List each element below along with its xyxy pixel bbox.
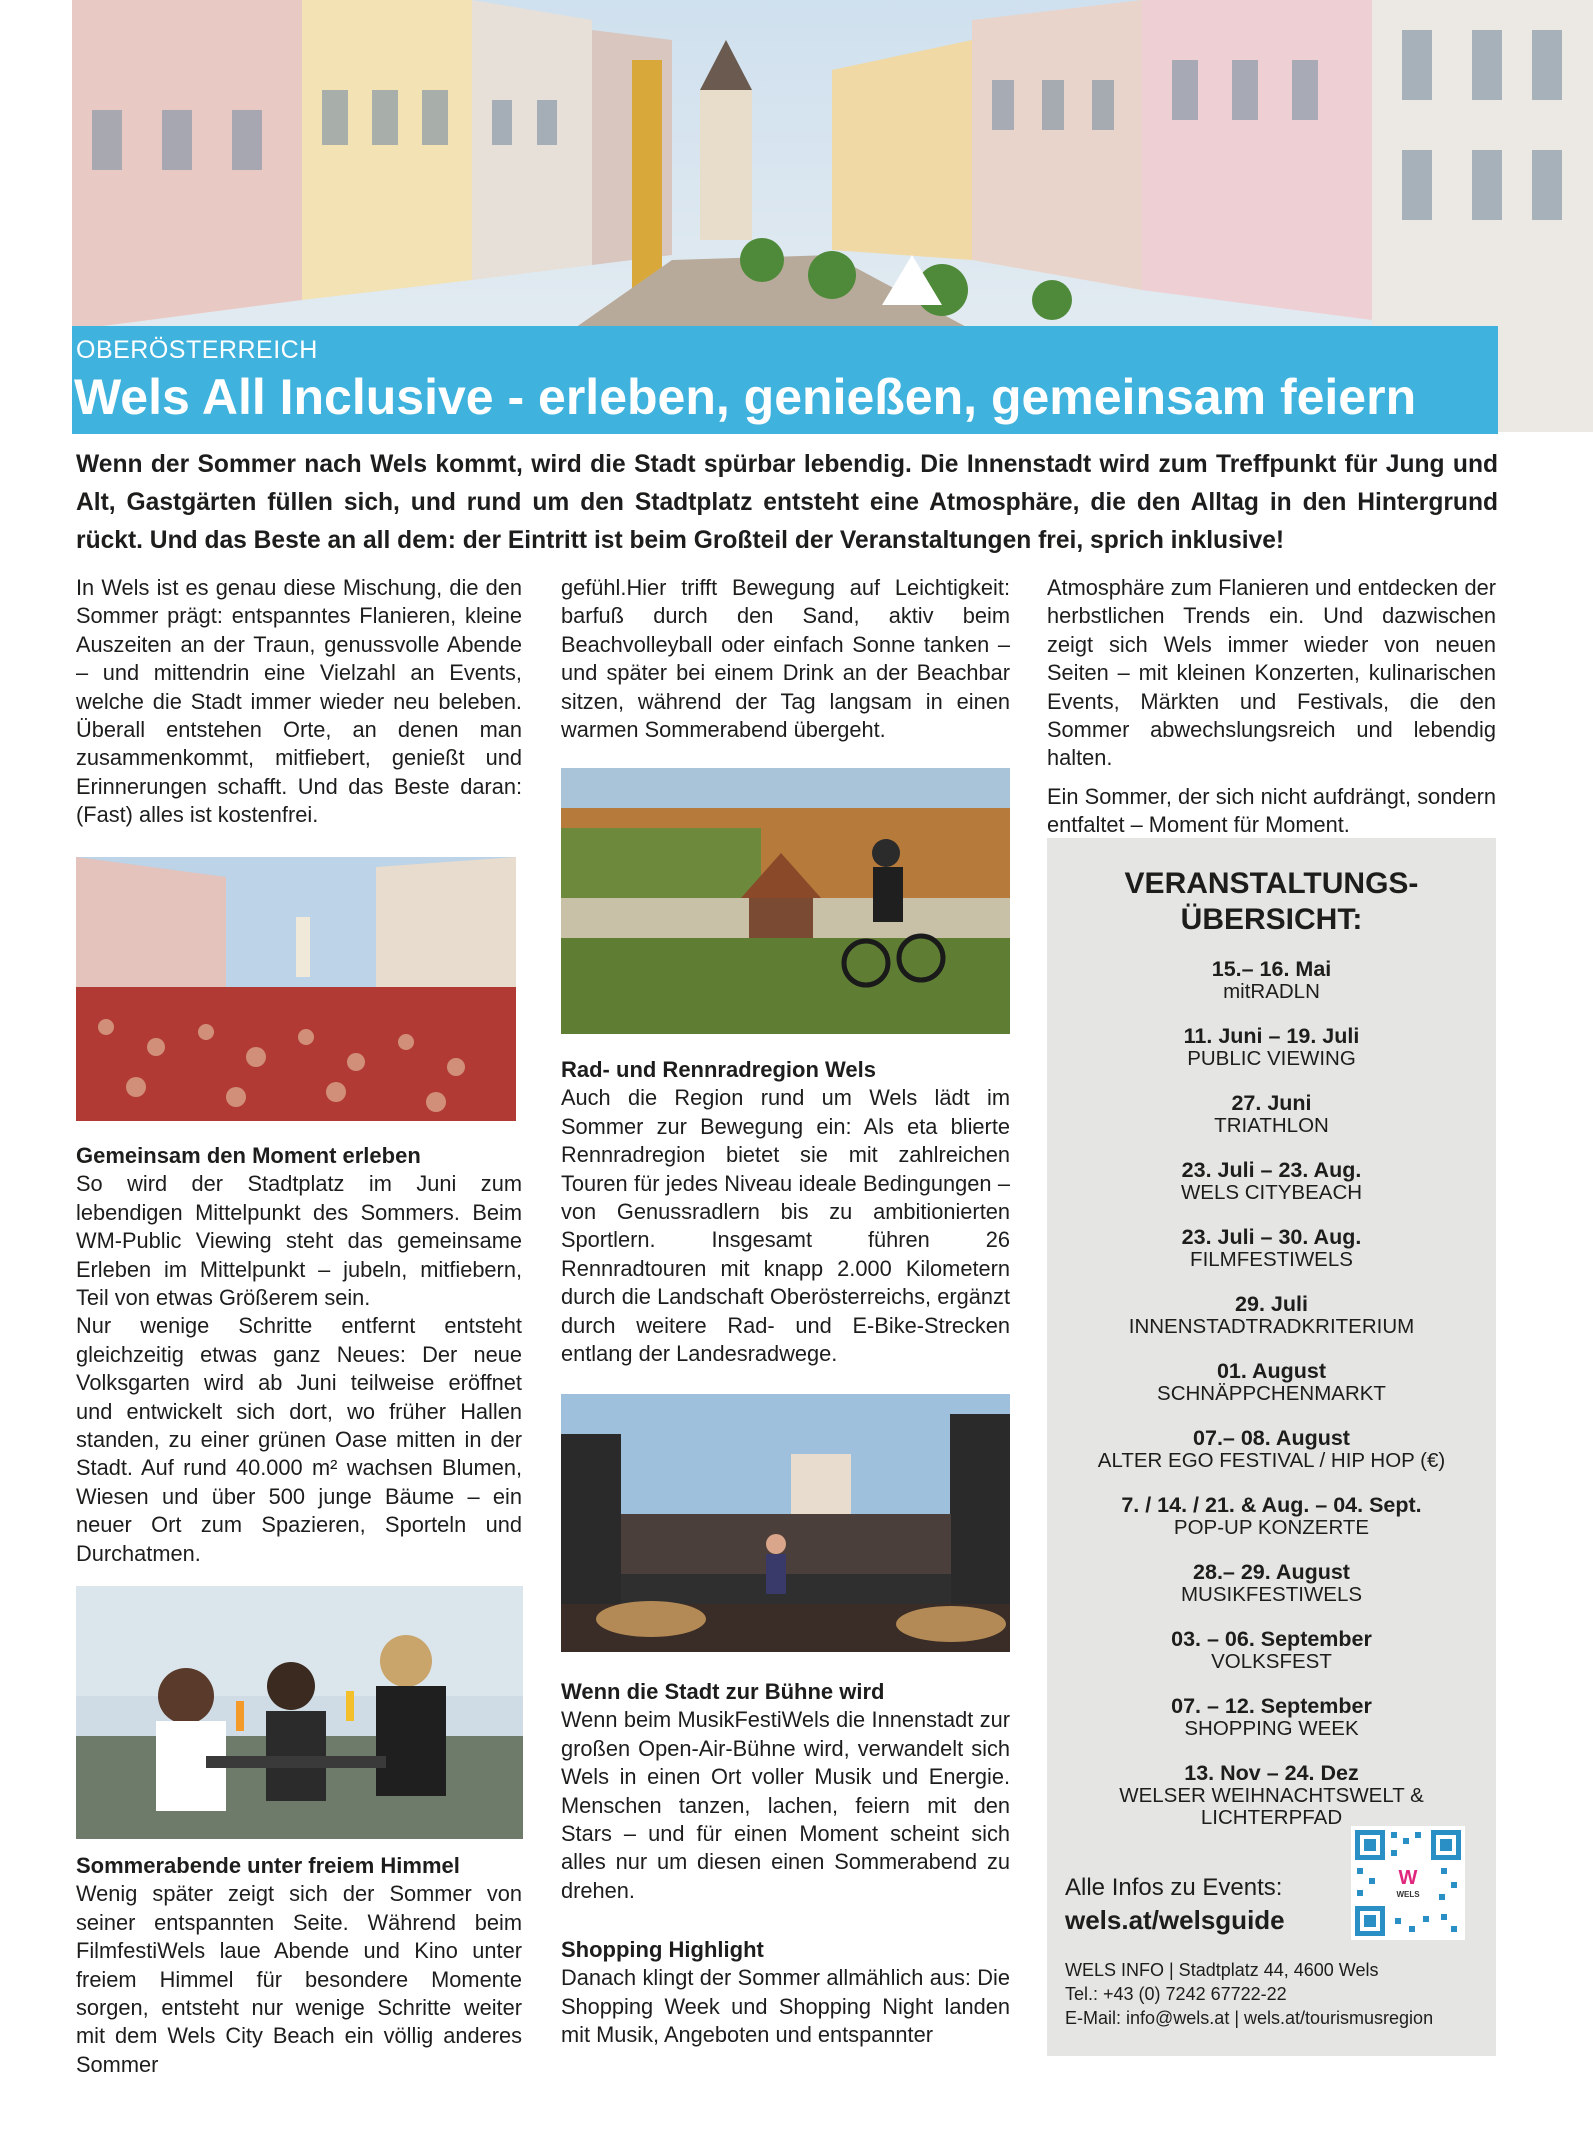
section-title-shopping: Shopping Highlight xyxy=(561,1937,764,1962)
col3-paragraph-1: Atmosphäre zum Flanieren und entdecken der herbstlichen Trends ein. Und dazwischen zeigt sich Wels immer wieder von neuen Seiten – mit kleinen Konzerten, kulinarischen Events, Märkten und Festivals, die den Sommer abwechslungsreich und lebendig halten. xyxy=(1047,575,1496,771)
contact-block xyxy=(1065,1958,1433,2030)
qr-code-icon[interactable] xyxy=(1351,1826,1465,1940)
event-item xyxy=(1047,1360,1496,1405)
event-name: mitRADLN xyxy=(1223,980,1320,1003)
photo-rennrad xyxy=(561,768,1010,1034)
col1-section-moment xyxy=(76,1142,522,1568)
section-text-shopping: Danach klingt der Sommer allmählich aus: Die Shopping Week und Shopping Night landen mit Musik, Angeboten und entspannter xyxy=(561,1965,1010,2048)
section-title-buehne: Wenn die Stadt zur Bühne wird xyxy=(561,1679,885,1704)
photo-sommerabend xyxy=(76,1586,523,1839)
event-name: WELSER WEIHNACHTSWELT & LICHTERPFAD xyxy=(1119,1784,1424,1829)
event-item xyxy=(1047,958,1496,1003)
event-date: 29. Juli xyxy=(1235,1292,1308,1316)
region-kicker: OBERÖSTERREICH xyxy=(76,336,318,364)
contact-address: WELS INFO | Stadtplatz 44, 4600 Wels xyxy=(1065,1960,1379,1980)
event-date: 11. Juni – 19. Juli xyxy=(1183,1024,1360,1048)
info-link[interactable]: wels.at/welsguide xyxy=(1065,1905,1285,1935)
section-text-moment: So wird der Stadtplatz im Juni zum lebendigen Mittelpunkt des Sommers. Beim WM-Public Viewing steht das gemeinsame Erleben im Mittelpunkt – jubeln, mitfiebern, Teil von etwas Größerem sein. xyxy=(76,1171,522,1311)
section-title-moment: Gemeinsam den Moment erleben xyxy=(76,1143,421,1168)
event-date: 03. – 06. September xyxy=(1171,1627,1372,1651)
event-name: ALTER EGO FESTIVAL / HIP HOP (€) xyxy=(1097,1449,1446,1472)
event-item xyxy=(1047,1561,1496,1606)
col1-intro: In Wels ist es genau diese Mischung, die den Sommer prägt: entspanntes Flanieren, kleine Auszeiten an der Traun, genussvolle Abende – und mittendrin eine Vielzahl an Events, welche die Stadt immer wieder neu beleben. Überall entstehen Orte, an denen man zusammenkommt, mitfiebert, genießt und Erinnerungen schafft. Und das Beste daran: (Fast) alles ist kostenfrei. xyxy=(76,575,522,828)
svg-text:W: W xyxy=(1398,1867,1418,1889)
event-name: WELS CITYBEACH xyxy=(1180,1181,1363,1204)
section-title-sommerabende: Sommerabende unter freiem Himmel xyxy=(76,1853,460,1878)
event-name: FILMFESTIWELS xyxy=(1190,1248,1353,1271)
event-item xyxy=(1047,1159,1496,1204)
col2-intro: gefühl.Hier trifft Bewegung auf Leichtigkeit: barfuß durch den Sand, aktiv beim Beachvolleyball oder einfach Sonne tanken – und später bei einem Drink an der Beachbar sitzen, während der Tag langsam in einen warmen Sommerabend übergeht. xyxy=(561,575,1010,743)
events-list xyxy=(1047,958,1496,1851)
event-item xyxy=(1047,1494,1496,1539)
contact-phone: Tel.: +43 (0) 7242 67722-22 xyxy=(1065,1984,1287,2004)
page-headline: Wels All Inclusive - erleben, genießen, gemeinsam feiern xyxy=(74,369,1417,425)
col1-section-sommerabende xyxy=(76,1852,522,2079)
event-name: POP-UP KONZERTE xyxy=(1173,1516,1370,1539)
section-text-volksgarten: Nur wenige Schritte entfernt entsteht gleichzeitig etwas ganz Neues: Der neue Volksgarten wird ab Juni teilweise eröffnet und entwickelt sich dort, wo früher Hallen standen, zu einer grünen Oase mitten in der Stadt. Auf rund 40.000 m² wachsen Blumen, Wiesen und über 500 junge Bäume – ein neuer Ort zum Spazieren, Sporteln und Durchatmen. xyxy=(76,1313,522,1566)
event-name: PUBLIC VIEWING xyxy=(1187,1047,1356,1070)
col2-section-shopping xyxy=(561,1936,1010,2050)
event-date: 07.– 08. August xyxy=(1193,1426,1350,1450)
event-date: 7. / 14. / 21. & Aug. – 04. Sept. xyxy=(1121,1493,1422,1517)
event-date: 23. Juli – 30. Aug. xyxy=(1181,1225,1362,1249)
info-label: Alle Infos zu Events: xyxy=(1065,1874,1283,1901)
event-item xyxy=(1047,1628,1496,1673)
event-date: 07. – 12. September xyxy=(1171,1694,1372,1718)
event-date: 13. Nov – 24. Dez xyxy=(1184,1761,1359,1785)
col2-section-rad xyxy=(561,1056,1010,1368)
contact-email[interactable]: E-Mail: info@wels.at | wels.at/tourismusregion xyxy=(1065,2008,1434,2028)
section-title-rad: Rad- und Rennradregion Wels xyxy=(561,1057,876,1082)
photo-public-viewing xyxy=(76,857,516,1121)
event-date: 15.– 16. Mai xyxy=(1211,957,1332,981)
events-title-line-2: ÜBERSICHT: xyxy=(1180,903,1363,936)
event-item xyxy=(1047,1695,1496,1740)
event-name: SHOPPING WEEK xyxy=(1184,1717,1359,1740)
qr-logo-text: WELS xyxy=(1396,1890,1420,1899)
event-name: TRIATHLON xyxy=(1214,1114,1329,1137)
event-item xyxy=(1047,1092,1496,1137)
event-date: 27. Juni xyxy=(1231,1091,1312,1115)
event-item xyxy=(1047,1293,1496,1338)
event-date: 01. August xyxy=(1216,1359,1327,1383)
section-text-buehne: Wenn beim MusikFestiWels die Innenstadt zur großen Open-Air-Bühne wird, verwandelt sich Wels in einen Ort voller Musik und Energie. Menschen tanzen, lachen, feiern mit den Stars – und für einen Moment scheint sich alles nur um diesen einen Sommerabend zu drehen. xyxy=(561,1707,1010,1903)
event-item xyxy=(1047,1762,1496,1829)
lead-paragraph: Wenn der Sommer nach Wels kommt, wird die Stadt spürbar lebendig. Die Innenstadt wird zum Treffpunkt für Jung und Alt, Gastgärten füllen sich, und rund um den Stadtplatz entsteht eine Atmosphäre, die den Alltag in den Hintergrund rückt. Und das Beste an all dem: der Eintritt ist beim Großteil der Veranstaltungen frei, sprich inklusive! xyxy=(76,451,1498,554)
photo-musikfestiwels xyxy=(561,1394,1010,1652)
event-name: SCHNÄPPCHENMARKT xyxy=(1157,1382,1386,1405)
events-title xyxy=(1047,866,1496,938)
section-text-rad: Auch die Region rund um Wels lädt im Sommer zur Bewegung ein: Als eta blierte Rennradregion bietet sie mit zahlreichen Touren für jedes Niveau ideale Bedingungen – von Genussradlern bis zu ambitionierten Sportlern. Insgesamt führen 26 Rennradtouren mit knapp 2.000 Kilometern durch die Landschaft Oberösterreichs, ergänzt durch weitere Rad- und E-Bike-Strecken entlang der Landesradwege. xyxy=(561,1085,1010,1367)
col2-section-buehne xyxy=(561,1678,1010,1905)
event-item xyxy=(1047,1226,1496,1271)
col3-text xyxy=(1047,574,1496,850)
section-text-sommerabende: Wenig später zeigt sich der Sommer von seiner entspannten Seite. Während beim FilmfestiWels laue Abende und Kino unter freiem Himmel für besondere Momente sorgen, entsteht nur wenige Schritte weiter mit dem Wels City Beach ein völlig anderes Sommer xyxy=(76,1881,522,2077)
event-item xyxy=(1047,1025,1496,1070)
event-date: 28.– 29. August xyxy=(1193,1560,1350,1584)
event-name: VOLKSFEST xyxy=(1211,1650,1332,1673)
col3-paragraph-2: Ein Sommer, der sich nicht aufdrängt, sondern entfaltet – Moment für Moment. xyxy=(1047,783,1496,838)
event-item xyxy=(1047,1427,1496,1472)
event-date: 23. Juli – 23. Aug. xyxy=(1181,1158,1362,1182)
event-name: INNENSTADTRADKRITERIUM xyxy=(1128,1315,1415,1338)
event-name: MUSIKFESTIWELS xyxy=(1180,1583,1363,1606)
events-title-line-1: VERANSTALTUNGS- xyxy=(1124,867,1419,900)
